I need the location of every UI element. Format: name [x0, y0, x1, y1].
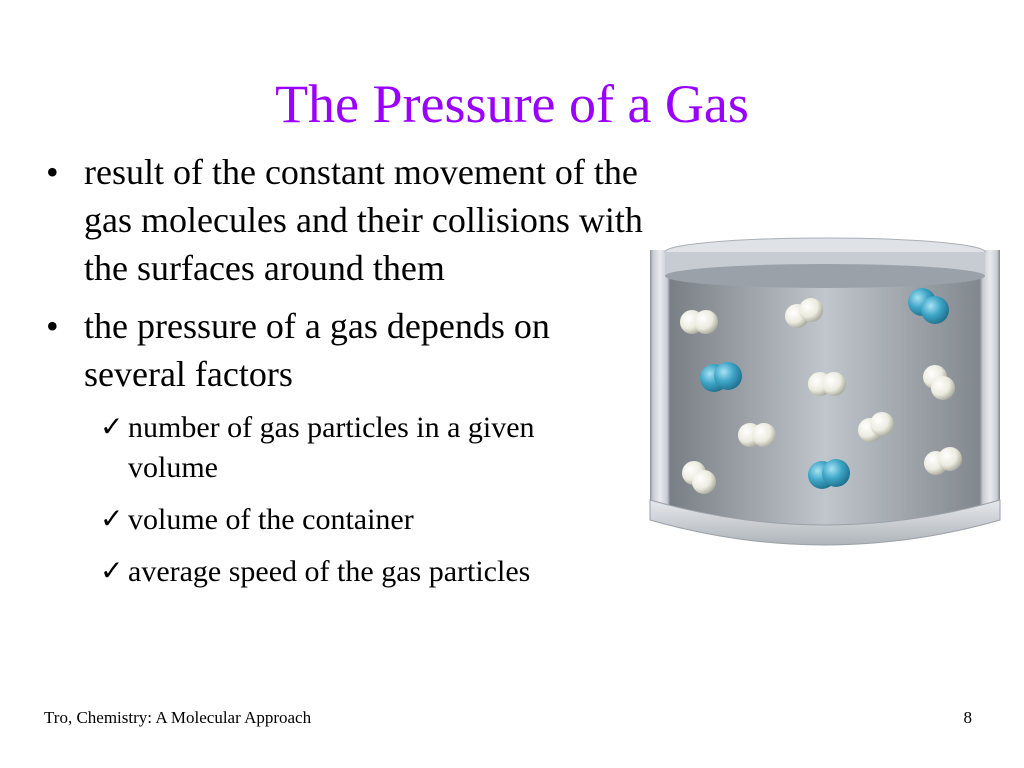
- sub-bullet-text: average speed of the gas particles: [128, 555, 531, 588]
- gas-container-icon: [640, 230, 1010, 550]
- sub-bullet-text: number of gas particles in a given volume: [128, 411, 535, 484]
- bullet-text: the pressure of a gas depends on several factors: [84, 306, 550, 394]
- sub-bullet-text: volume of the container: [128, 503, 414, 536]
- page-number: 8: [963, 708, 972, 727]
- sub-bullet-list: [100, 408, 644, 592]
- bullet-icon: •: [46, 306, 59, 346]
- bullet-text: result of the constant movement of the gas molecules and their collisions with the surfaces around them: [84, 152, 643, 288]
- sub-bullet-item: [100, 500, 608, 540]
- checkmark-icon: ✓: [100, 556, 124, 587]
- footer-source: Tro, Chemistry: A Molecular Approach: [44, 708, 312, 727]
- sub-bullet-item: [100, 552, 608, 592]
- slide-title: The Pressure of a Gas: [275, 74, 749, 134]
- sub-bullet-item: [100, 408, 608, 488]
- bullet-icon: •: [46, 152, 59, 192]
- checkmark-icon: ✓: [100, 412, 124, 443]
- checkmark-icon: ✓: [100, 504, 124, 535]
- bullet-item: [44, 148, 644, 292]
- slide-body: [44, 148, 644, 604]
- bullet-item: [44, 302, 644, 398]
